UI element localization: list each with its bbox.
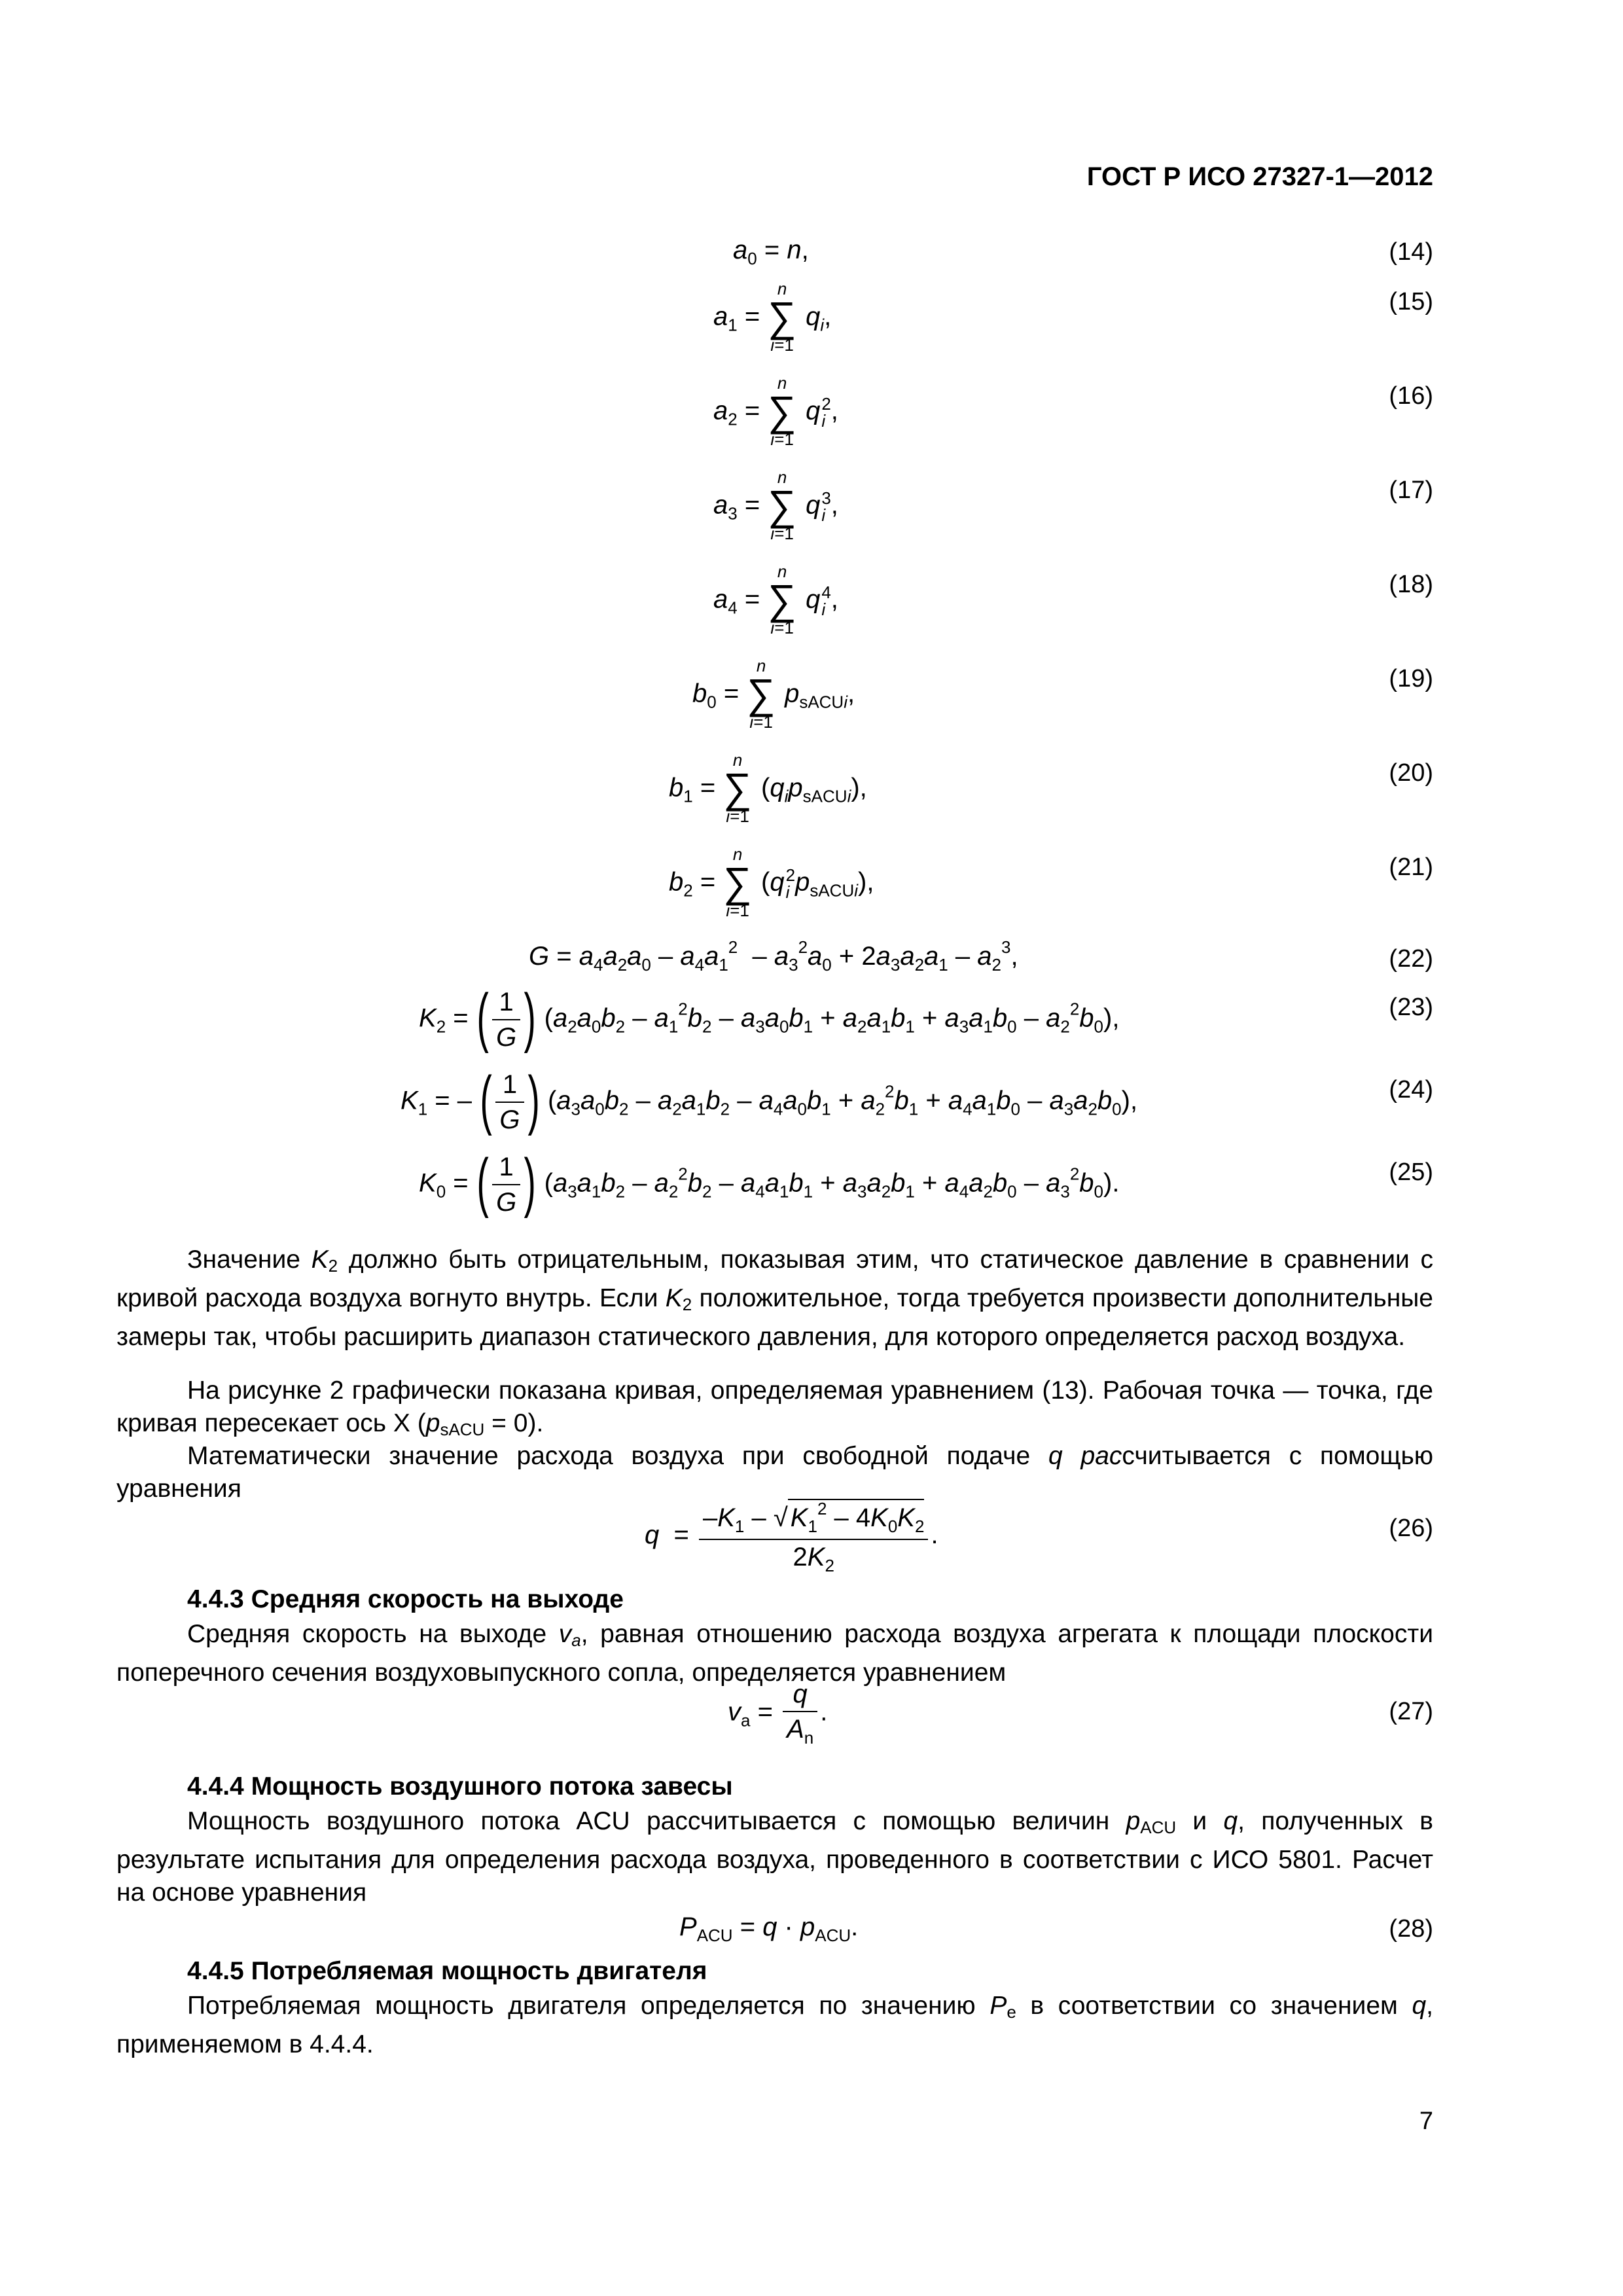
paragraph-figure-2: На рисунке 2 графически показана кривая, определяемая уравнением (13). Рабочая точка — точка, где кривая пересекает ось X $(p_{sACU} = 0)$.	[116, 1376, 1433, 1439]
equation-number: (21)	[1389, 853, 1433, 881]
equation-number: (14)	[1389, 238, 1433, 266]
equation-number: (26)	[1389, 1515, 1433, 1542]
document-header: ГОСТ Р ИСО 27327-1—2012	[1086, 162, 1433, 191]
paragraph-airflow-power: Мощность воздушного потока ACU рассчитывается с помощью величин $p_{ACU}$ и q, полученных в результате испытания для определения расхода воздуха, проведенного в соответствии с ИСО 5801. Расчет на основе уравнения	[116, 1807, 1433, 1907]
equation-14: $a_0 = n$,	[733, 236, 809, 268]
equation-17: $a_3$ = n ∑ i=1 q 3 i ,	[713, 467, 838, 543]
equation-23: $K_2$ = ( $\frac{1}{G}$ ) $(a_2a_0b_2 - a_1^2b_2 - a_3a_0b_1 + a_2a_1b_1 + a_3a_1b_0 - a_2^2b_0)$,	[419, 980, 1120, 1054]
equation-number: (27)	[1389, 1698, 1433, 1725]
equation-21: $b_2$ = n ∑ i=1 (q 2 i $p_{sACUi}$),	[669, 844, 874, 920]
paragraph-outlet-velocity: Средняя скорость на выходе $v_a$, равная отношению расхода воздуха агрегата к площади плоскости поперечного сечения воздуховыпускного сопла, определяется уравнением	[116, 1620, 1433, 1687]
equation-number: (17)	[1389, 476, 1433, 504]
equation-19: $b_0$ = n ∑ i=1 $p_{sACUi}$,	[692, 656, 855, 732]
equation-27: $v_a$ = $\frac{q}{A_n}$ .	[728, 1679, 828, 1748]
equation-28: $P_{ACU} = q \cdot p_{ACU}$.	[679, 1912, 859, 1945]
equation-number: (16)	[1389, 382, 1433, 410]
section-heading-4-4-3: 4.4.3 Средняя скорость на выходе	[187, 1585, 624, 1613]
paragraph-free-delivery: Математически значение расхода воздуха при свободной подаче q рассчитывается с помощью уравнения	[116, 1442, 1434, 1503]
equation-number: (19)	[1389, 665, 1433, 692]
equation-20: $b_1$ = n ∑ i=1 $(q_ip_{sACUi})$,	[669, 750, 867, 826]
equation-15: $a_1$ = n ∑ i=1 $q_i$,	[713, 279, 832, 355]
paragraph-motor-power: Потребляемая мощность двигателя определяется по значению $P_e$ в соответствии со значением q, применяемом в 4.4.4.	[116, 1992, 1433, 2058]
equation-22: $G = a_4a_2a_0 - a_4a_1^2 - a_3^2a_0 + 2a_3a_2a_1 - a_2^3$,	[529, 937, 1018, 975]
page-number: 7	[1419, 2108, 1433, 2135]
equation-number: (15)	[1389, 288, 1433, 315]
equation-16: $a_2$ = n ∑ i=1 q 2 i ,	[713, 373, 838, 449]
paragraph-k2-sign: Значение $K_2$ должно быть отрицательным, показывая этим, что статическое давление в сравнении с кривой расхода воздуха вогнуто внутрь. Если $K_2$ положительное, тогда требуется произвести дополнительные замеры так, чтобы расширить диапазон статического давления, для которого определяется расход воздуха.	[116, 1246, 1433, 1351]
equation-number: (20)	[1389, 759, 1433, 787]
equation-number: (28)	[1389, 1915, 1433, 1943]
section-heading-4-4-4: 4.4.4 Мощность воздушного потока завесы	[187, 1772, 733, 1801]
section-heading-4-4-5: 4.4.5 Потребляемая мощность двигателя	[187, 1957, 707, 1985]
equation-number: (22)	[1389, 945, 1433, 973]
equation-number: (18)	[1389, 571, 1433, 598]
equation-25: $K_0$ = ( $\frac{1}{G}$ ) $(a_3a_1b_2 - a_2^2b_2 - a_4a_1b_1 + a_3a_2b_1 + a_4a_2b_0 - a_3^2b_0)$.	[419, 1145, 1120, 1219]
equation-24: $K_1$ = – ( $\frac{1}{G}$ ) $(a_3a_0b_2 - a_2a_1b_2 - a_4a_0b_1 + a_2^2b_1 + a_4a_1b_0 - a_3a_2b_0)$,	[401, 1063, 1138, 1136]
equation-number: (25)	[1389, 1158, 1433, 1186]
equation-18: $a_4$ = n ∑ i=1 q 4 i ,	[713, 562, 838, 637]
equation-26: q = $\frac{-K_1 - √ K_1^2 - 4K_0K_2}{2K_2}$ .	[645, 1499, 938, 1575]
equation-number: (23)	[1389, 994, 1433, 1021]
equation-number: (24)	[1389, 1076, 1433, 1103]
